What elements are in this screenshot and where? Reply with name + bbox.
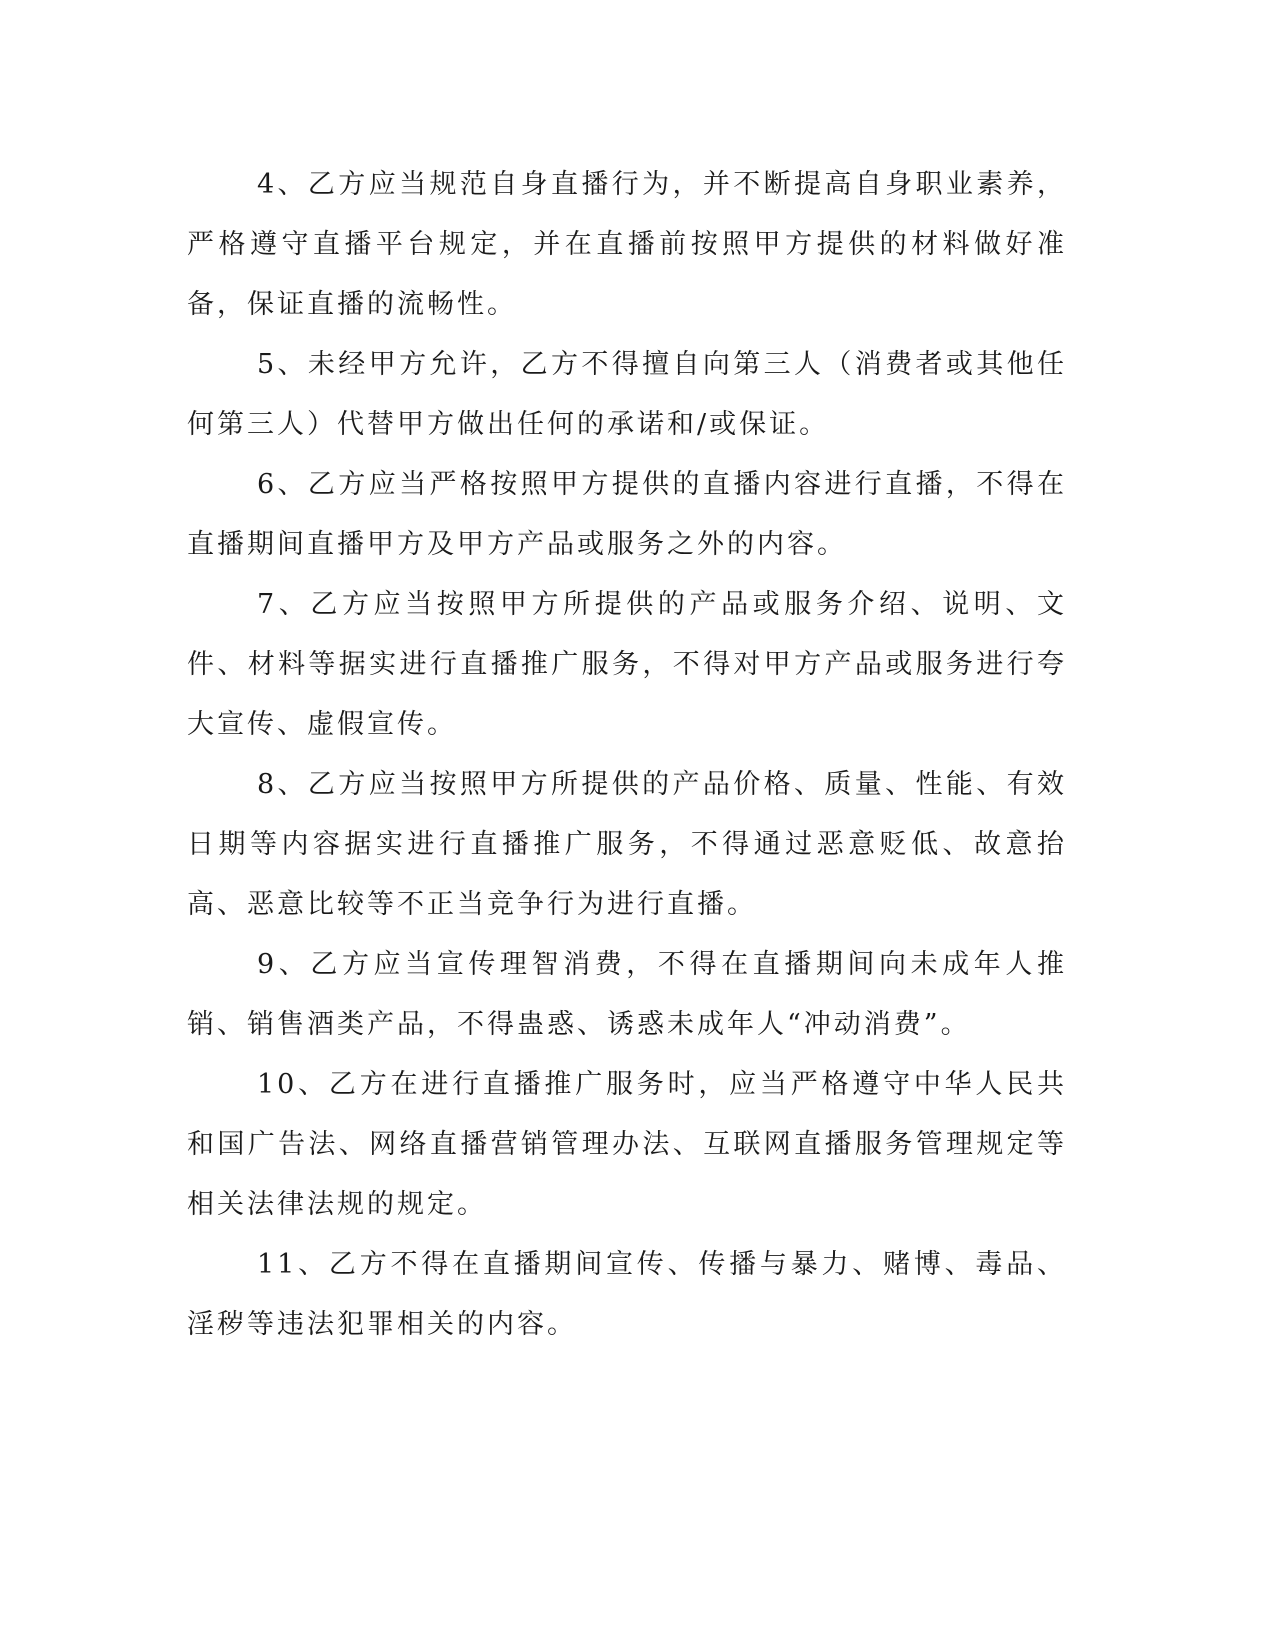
clause-9: 9、乙方应当宣传理智消费，不得在直播期间向未成年人推销、销售酒类产品，不得蛊惑、诱惑未成年人“冲动消费”。 bbox=[187, 949, 1067, 1040]
clause-7: 7、乙方应当按照甲方所提供的产品或服务介绍、说明、文件、材料等据实进行直播推广服务，不得对甲方产品或服务进行夸大宣传、虚假宣传。 bbox=[187, 589, 1067, 740]
clause-6: 6、乙方应当严格按照甲方提供的直播内容进行直播，不得在直播期间直播甲方及甲方产品或服务之外的内容。 bbox=[187, 469, 1067, 560]
document-body bbox=[187, 155, 1067, 1355]
clause-8: 8、乙方应当按照甲方所提供的产品价格、质量、性能、有效日期等内容据实进行直播推广服务，不得通过恶意贬低、故意抬高、恶意比较等不正当竞争行为进行直播。 bbox=[187, 769, 1067, 920]
clause-10: 10、乙方在进行直播推广服务时，应当严格遵守中华人民共和国广告法、网络直播营销管理办法、互联网直播服务管理规定等相关法律法规的规定。 bbox=[187, 1069, 1067, 1220]
clause-11: 11、乙方不得在直播期间宣传、传播与暴力、赌博、毒品、淫秽等违法犯罪相关的内容。 bbox=[187, 1249, 1067, 1340]
clause-5: 5、未经甲方允许，乙方不得擅自向第三人（消费者或其他任何第三人）代替甲方做出任何的承诺和/或保证。 bbox=[187, 349, 1067, 440]
clause-4: 4、乙方应当规范自身直播行为，并不断提高自身职业素养，严格遵守直播平台规定，并在直播前按照甲方提供的材料做好准备，保证直播的流畅性。 bbox=[187, 169, 1067, 320]
